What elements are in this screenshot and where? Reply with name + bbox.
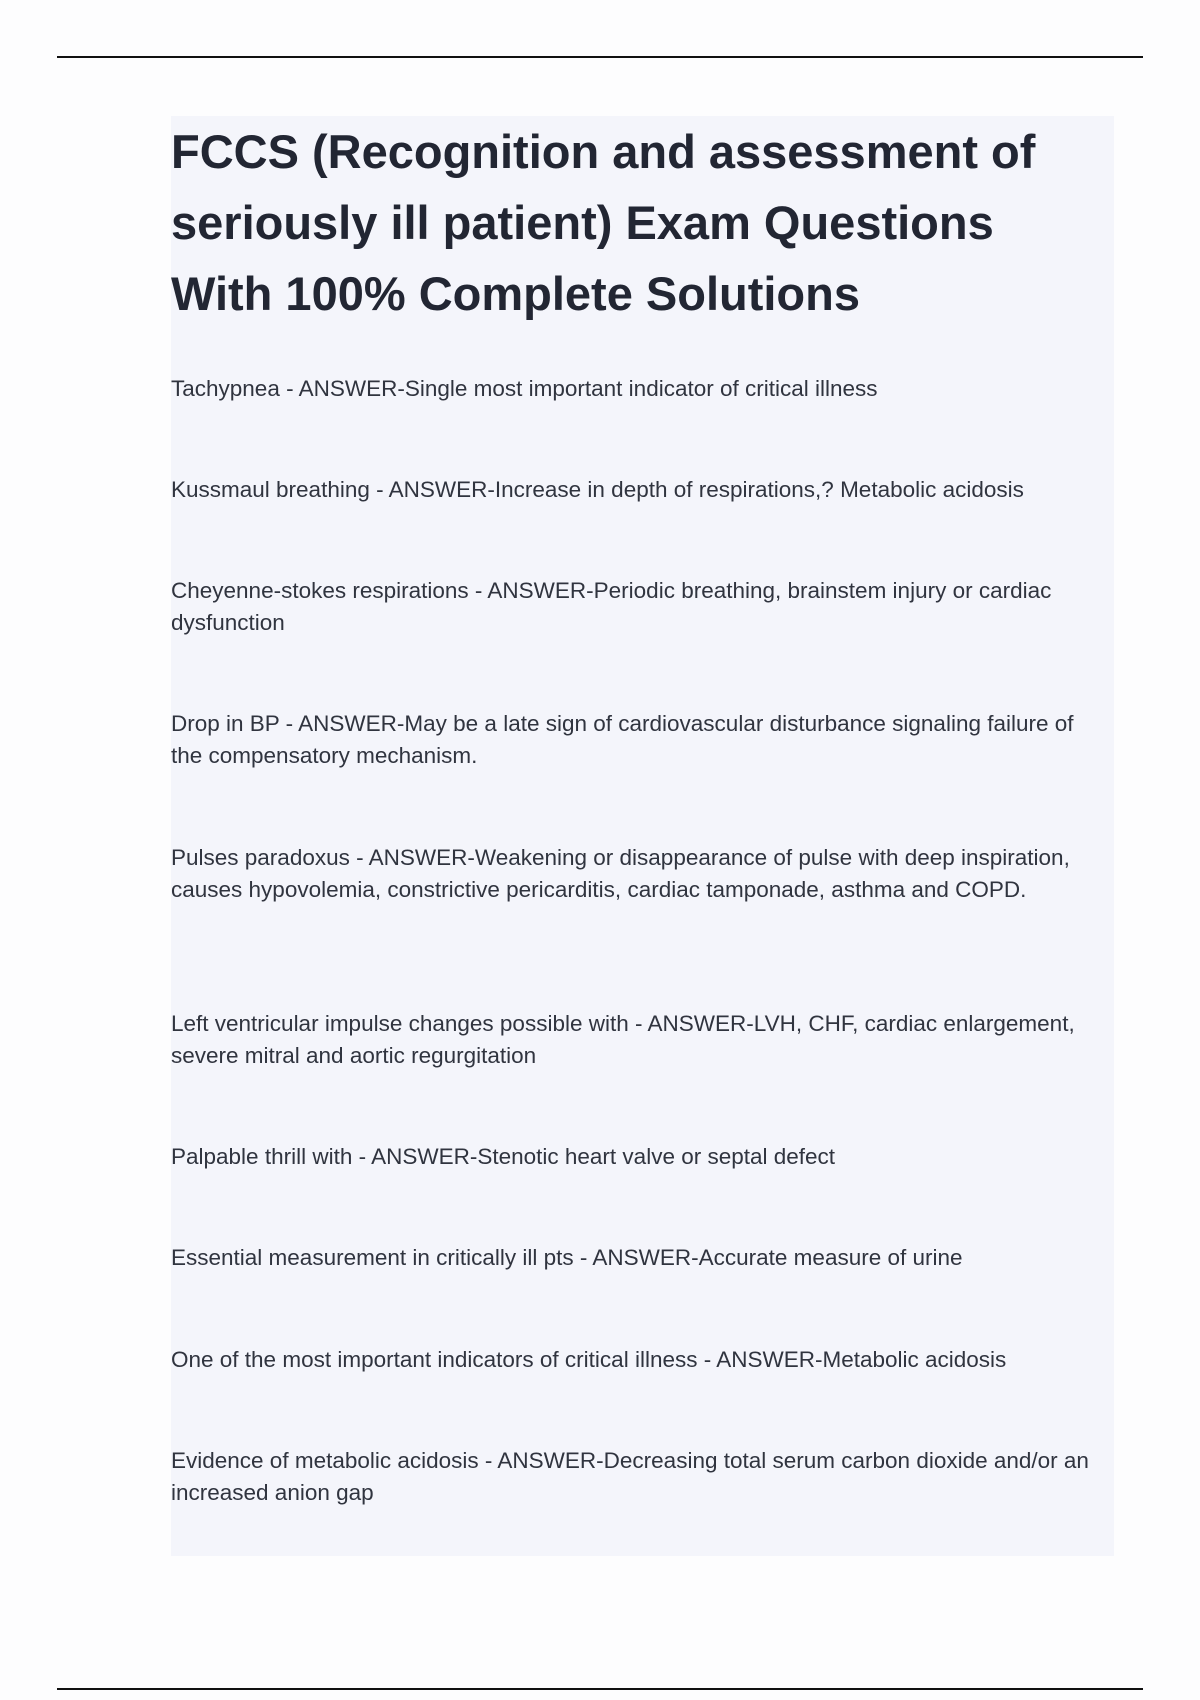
qa-item: Kussmaul breathing - ANSWER-Increase in depth of respirations,? Metabolic acidosis <box>171 477 1024 502</box>
document-body <box>171 116 1114 1556</box>
document-title: FCCS (Recognition and assessment of seriously ill patient) Exam Questions With 100% Complete Solutions <box>171 125 1036 320</box>
top-rule <box>57 56 1143 58</box>
qa-item: One of the most important indicators of critical illness - ANSWER-Metabolic acidosis <box>171 1347 1007 1372</box>
qa-item: Essential measurement in critically ill pts - ANSWER-Accurate measure of urine <box>171 1245 963 1270</box>
qa-item: Left ventricular impulse changes possible with - ANSWER-LVH, CHF, cardiac enlargement, severe mitral and aortic regurgitation <box>171 1011 1075 1068</box>
qa-item: Pulses paradoxus - ANSWER-Weakening or disappearance of pulse with deep inspiration, causes hypovolemia, constrictive pericarditis, cardiac tamponade, asthma and COPD. <box>171 845 1070 902</box>
qa-item: Tachypnea - ANSWER-Single most important indicator of critical illness <box>171 376 878 401</box>
qa-item: Drop in BP - ANSWER-May be a late sign of cardiovascular disturbance signaling failure of the compensatory mechanism. <box>171 711 1074 768</box>
qa-item: Evidence of metabolic acidosis - ANSWER-Decreasing total serum carbon dioxide and/or an increased anion gap <box>171 1448 1089 1505</box>
qa-item: Palpable thrill with - ANSWER-Stenotic heart valve or septal defect <box>171 1144 836 1169</box>
qa-item: Cheyenne-stokes respirations - ANSWER-Periodic breathing, brainstem injury or cardiac dysfunction <box>171 578 1052 635</box>
bottom-rule <box>57 1688 1143 1690</box>
